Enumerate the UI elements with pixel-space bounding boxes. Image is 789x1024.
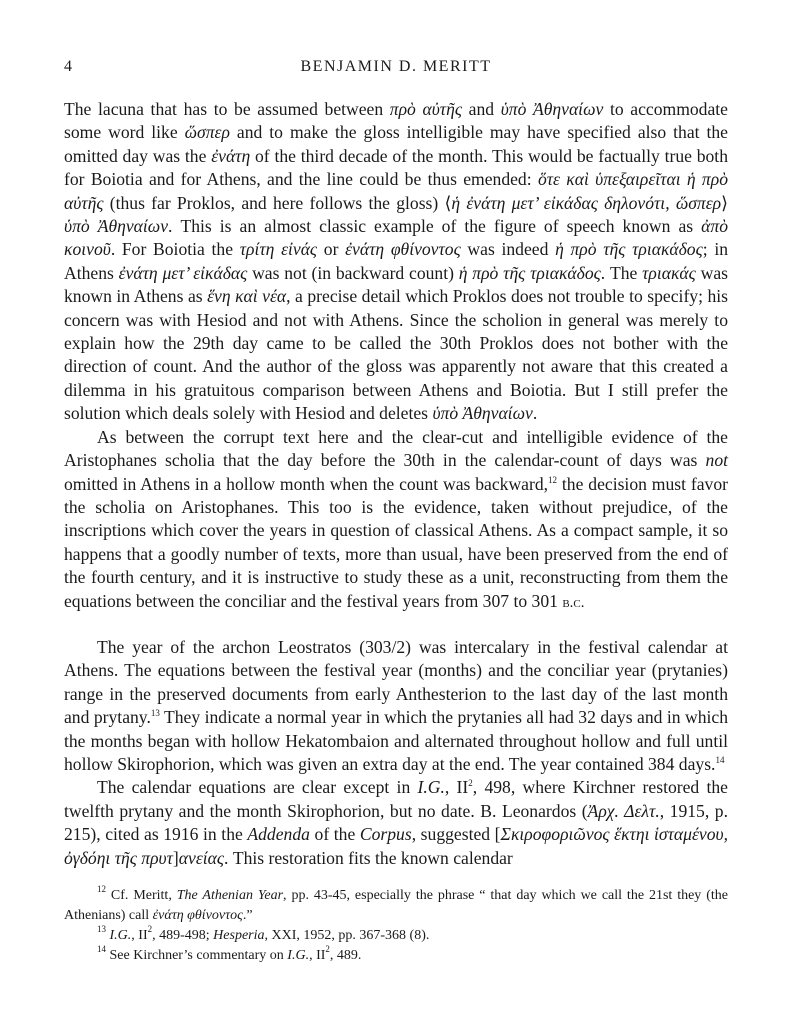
superscript: 13	[97, 924, 106, 934]
text-span: (thus far Proklos, and here follows the gloss) ⟨	[103, 192, 452, 213]
text-span: , II	[444, 777, 469, 798]
italic-span: not	[705, 450, 728, 471]
text-span: , 498, where Kirchner restored the twelfth prytany and the month Skirophorion, but no date. B. Leonardos (	[64, 777, 728, 821]
italic-span: Corpus	[359, 824, 412, 845]
text-span: was known in Athens as	[64, 262, 728, 307]
text-span: and to make the gloss intelligible may have specified also that the omitted day was the	[64, 122, 728, 166]
text-span: . This is an almost classic example of the figure of speech known as	[168, 216, 702, 237]
text-span: omitted in Athens in a hollow month when the count was backward,	[64, 473, 549, 494]
page-number: 4	[64, 58, 72, 75]
footnote-14	[64, 946, 728, 966]
italic-span: ὑπὸ Ἀθηναίων	[500, 99, 604, 119]
text-span: , suggested [	[411, 824, 501, 845]
italic-span: ἕνη καὶ νέα	[207, 286, 287, 307]
italic-span: ὑπὸ Ἀθηναίων	[432, 403, 533, 424]
superscript: 12	[548, 474, 558, 485]
italic-span: ἐνάτη φθίνοντος	[152, 908, 243, 923]
italic-span: ἐνάτη	[211, 145, 251, 166]
text-span: , 1915, p. 215), cited as 1916 in the	[64, 800, 728, 845]
superscript: 14	[97, 944, 106, 954]
text-span: of the	[309, 824, 360, 845]
paragraph-calendar-equations	[64, 776, 728, 870]
italic-span: πρὸ αὐτῆς	[389, 99, 462, 119]
paragraph-lacuna	[64, 98, 728, 426]
italic-span: Σκιροφοριῶνος ἕκτηι ἱσταμένου, ὀγδόηι τῆς πρυτ	[64, 824, 728, 868]
text-span: Cf. Meritt,	[106, 888, 177, 903]
running-header	[64, 58, 728, 82]
italic-span: Ἀρχ. Δελτ.	[587, 800, 660, 821]
running-head-author: BENJAMIN D. MERITT	[300, 58, 492, 75]
text-span: . For Boiotia the	[110, 239, 240, 260]
text-span: was not (in backward count)	[247, 262, 459, 283]
text-span: The year of the archon Leostratos (303/2) was intercalary in the festival calendar at Athens. The equations between the festival year (months) and the conciliar year (prytanies) range in the preserved documents from early Anthesterion to the last day of the last month and prytany.	[64, 636, 728, 728]
italic-span: I.G.	[287, 948, 310, 963]
text-span: was indeed	[460, 239, 556, 260]
italic-span: ὅτε καὶ ὑπεξαιρεῖται ἡ πρὸ αὐτῆς	[64, 169, 728, 213]
text-span: . This restoration fits the known calendar	[224, 847, 513, 868]
text-span: , a precise detail which Proklos does not trouble to specify; his concern was with Hesiod and not with Athens. Since the scholion in general was merely to explain how the 29th day came to be called the 30th Proklos does not bother with the direction of count. And the author of the gloss was apparently not aware that this created a dilemma in his gratuitous comparison between Athens and Boiotia. But I still prefer the solution which deals solely with Hesiod and deletes	[64, 286, 729, 424]
italic-span: ἡ πρὸ τῆς τριακάδος	[458, 262, 601, 283]
italic-span: ανείας	[178, 847, 225, 868]
text-span: , 489-498;	[152, 928, 214, 943]
superscript: 13	[150, 708, 160, 719]
paragraph-archon-leostratos	[64, 636, 728, 776]
text-span: .”	[242, 908, 253, 923]
italic-span: Addenda	[247, 824, 310, 845]
footnote-12	[64, 886, 728, 926]
italic-span: The Athenian Year	[176, 888, 284, 903]
text-span: See Kirchner’s commentary on	[106, 948, 288, 963]
italic-span: Hesperia	[213, 928, 265, 943]
small-caps-span: b.c.	[562, 594, 585, 611]
text-span: , XXI, 1952, pp. 367-368 (8).	[264, 928, 430, 943]
text-span: the decision must favor the scholia on Aristophanes. This too is the evidence, taken without prejudice, of the inscriptions which cover the years in question of classical Athens. As a compact sample, it so happens that a goodly number of texts, more than usual, have been preserved from the end of the fourth century, and it is instructive to study these as a unit, reconstructing from them the equations between the conciliar and the festival years from 307 to 301	[64, 473, 728, 611]
text-span: As between the corrupt text here and the clear-cut and intelligible evidence of the Aristophanes scholia that the day before the 30th in the calendar-count of days was	[64, 426, 728, 471]
text-span: and	[461, 99, 501, 119]
text-span: The calendar equations are clear except in	[97, 777, 418, 798]
footnote-13	[64, 926, 728, 946]
text-span: , pp. 43-45, especially the phrase “ that day which we call the 21st they (the Athenians) call	[64, 888, 728, 923]
text-span: They indicate a normal year in which the prytanies all had 32 days and in which the months began with hollow Hekatombaion and alternated throughout hollow and full until hollow Skirophorion, which was given an extra day at the end. The year contained 384 days.	[64, 707, 728, 774]
italic-span: ὑπὸ Ἀθηναίων	[64, 216, 169, 237]
footnotes	[64, 886, 728, 966]
superscript: 2	[468, 778, 473, 789]
italic-span: τριακάς	[642, 262, 696, 283]
text-span: , 489.	[329, 948, 362, 963]
body-text	[64, 98, 728, 870]
text-span: The lacuna that has to be assumed between	[64, 99, 390, 119]
text-span: .	[532, 403, 538, 424]
text-span: to accommodate some word like	[64, 99, 728, 143]
text-span: of the third decade of the month. This would be factually true both for Boiotia and for Athens, and the line could be thus emended:	[64, 145, 728, 190]
italic-span: ὥσπερ	[184, 122, 230, 143]
italic-span: ἀπὸ κοινοῦ	[64, 216, 729, 260]
text-span: , II	[131, 928, 148, 943]
text-span: , II	[309, 948, 326, 963]
italic-span: ἡ ἐνάτη μετ’ εἰκάδας δηλονότι, ὥσπερ	[451, 192, 722, 213]
text-span: . The	[600, 262, 643, 283]
paragraph-aristophanes-scholia	[64, 426, 728, 615]
italic-span: ἐνάτη μετ’ εἰκάδας	[118, 262, 248, 283]
italic-span: τρίτη εἰνάς	[239, 239, 318, 260]
superscript: 2	[147, 924, 153, 934]
italic-span: ἡ πρὸ τῆς τριακάδος	[555, 239, 703, 260]
text-span: ]	[172, 847, 179, 868]
italic-span: I.G.	[109, 928, 132, 943]
italic-span: I.G.	[417, 777, 445, 798]
text-span: ; in Athens	[64, 239, 729, 283]
superscript: 2	[325, 944, 330, 954]
text-span: ⟩	[721, 192, 728, 213]
superscript: 12	[97, 884, 106, 894]
superscript: 14	[715, 754, 725, 765]
italic-span: ἐνάτη φθίνοντος	[345, 239, 461, 260]
text-span: or	[317, 239, 346, 260]
